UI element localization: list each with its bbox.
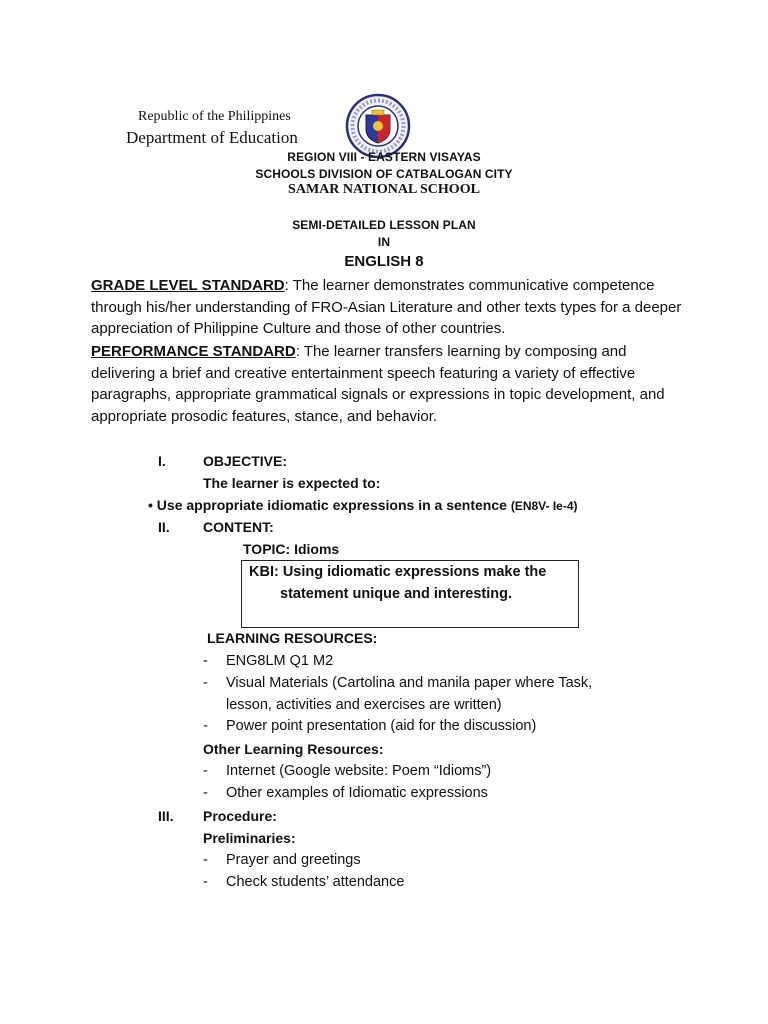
performance-standard-text: : The learner transfers learning by composing and delivering a brief and creative entertainment speech featuring a variety of effective paragraphs, appropriate grammatical signals or expressions in topic development, and appropriate prosodic features, stance, and behavior.	[91, 343, 665, 425]
republic-label: Republic of the Philippines	[138, 109, 291, 124]
procedure-numeral: III.	[158, 808, 174, 824]
list-item: Power point presentation (aid for the discussion)	[226, 718, 537, 734]
list-item: Check students’ attendance	[226, 874, 405, 890]
other-resources-title: Other Learning Resources:	[203, 741, 384, 757]
grade-level-standard-text: : The learner demonstrates communicative competence through his/her understanding of FRO-Asian Literature and other texts types for a deeper appreciation of Philippine Culture and those of other countries.	[91, 277, 682, 337]
list-item: Other examples of Idiomatic expressions	[226, 785, 488, 801]
objective-code: (EN8V- Ie-4)	[510, 499, 578, 513]
list-dash: -	[203, 852, 208, 868]
region-label: REGION VIII - EASTERN VISAYAS	[287, 150, 481, 164]
content-title: CONTENT:	[203, 519, 274, 535]
topic-label: TOPIC: Idioms	[243, 541, 340, 557]
department-label: Department of Education	[126, 128, 298, 147]
list-dash: -	[203, 874, 208, 890]
list-dash: -	[203, 653, 208, 669]
objective-title: OBJECTIVE:	[203, 453, 288, 469]
list-item: Prayer and greetings	[226, 852, 361, 868]
objective-numeral: I.	[158, 453, 166, 469]
list-item: Internet (Google website: Poem “Idioms”)	[226, 763, 492, 779]
list-item-continuation: lesson, activities and exercises are written)	[226, 697, 502, 713]
learning-resources-title: LEARNING RESOURCES:	[207, 630, 378, 646]
grade-level-standard	[91, 275, 691, 340]
kbi-text-line2: statement unique and interesting.	[280, 586, 513, 602]
performance-standard-label: PERFORMANCE STANDARD	[91, 343, 296, 360]
objective-bullet-text: • Use appropriate idiomatic expressions in a sentence	[148, 497, 507, 513]
content-numeral: II.	[158, 519, 170, 535]
subject-title: ENGLISH 8	[344, 253, 424, 270]
procedure-title: Procedure:	[203, 808, 277, 824]
objective-bullet	[148, 497, 578, 513]
objective-intro: The learner is expected to:	[203, 475, 381, 491]
kbi-text-line1: KBI: Using idiomatic expressions make the	[249, 564, 547, 580]
plan-in-label: IN	[377, 235, 391, 249]
list-item: ENG8LM Q1 M2	[226, 653, 334, 669]
list-dash: -	[203, 675, 208, 691]
preliminaries-title: Preliminaries:	[203, 830, 296, 846]
plan-type-label: SEMI-DETAILED LESSON PLAN	[292, 218, 476, 232]
list-dash: -	[203, 718, 208, 734]
school-name: SAMAR NATIONAL SCHOOL	[288, 182, 480, 197]
list-item: Visual Materials (Cartolina and manila paper where Task,	[226, 675, 593, 691]
grade-level-standard-label: GRADE LEVEL STANDARD	[91, 277, 285, 294]
list-dash: -	[203, 763, 208, 779]
division-label: SCHOOLS DIVISION OF CATBALOGAN CITY	[255, 167, 513, 181]
list-dash: -	[203, 785, 208, 801]
performance-standard	[91, 341, 691, 427]
